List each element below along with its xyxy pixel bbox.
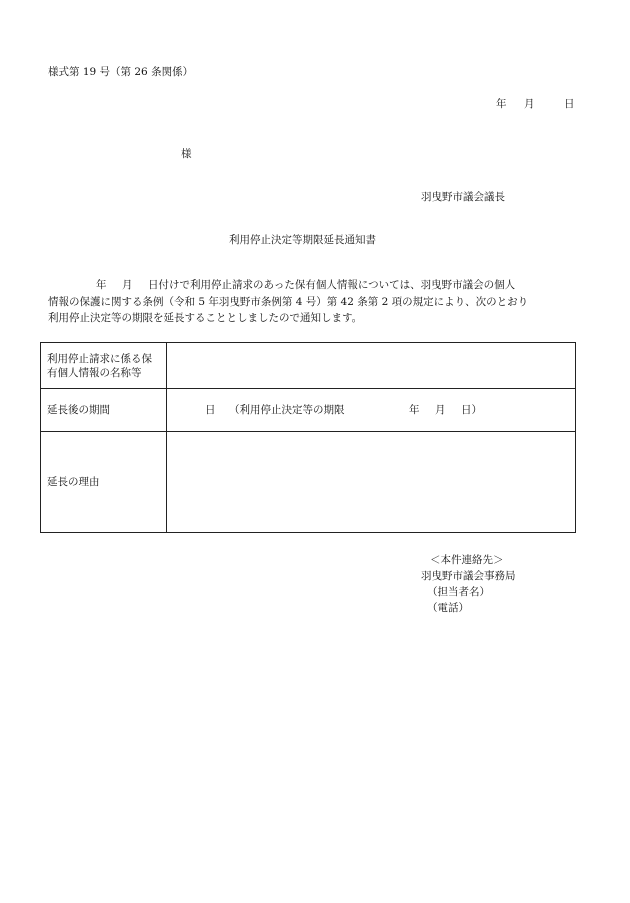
date-month: 月 [524,98,535,110]
contact-person: （担当者名） [427,586,490,598]
body-line-2: 情報の保護に関する条例（令和 5 年羽曳野市条例第 4 号）第 42 条第 2 項の規定により、次のとおり [48,295,529,308]
period-day-close: 日） [461,404,482,416]
body-line-1-text: 日付けで利用停止請求のあった保有個人情報については、羽曳野市議会の個人 [148,279,516,291]
date-line [496,96,575,111]
contact-heading: ＜本件連絡先＞ [430,554,504,566]
info-name-label: 利用停止請求に係る保有個人情報の名称等 [41,343,167,389]
table-row-reason [41,432,576,533]
form-number: 様式第 19 号（第 26 条関係） [48,66,194,78]
addressee-suffix: 様 [181,148,192,160]
extension-period-label: 延長後の期間 [41,389,167,432]
document-title: 利用停止決定等期限延長通知書 [229,234,376,246]
extension-period-value [167,389,576,432]
date-day: 日 [564,98,575,110]
table-row-extension-period [41,389,576,432]
period-deadline-label: （利用停止決定等の期限 [229,404,345,416]
date-year: 年 [496,98,507,110]
period-month: 月 [435,404,446,416]
body-text [48,277,578,327]
sender-name: 羽曳野市議会議長 [421,191,505,203]
info-table [40,342,576,533]
reason-value [167,432,576,533]
body-year: 年 [96,279,107,291]
period-day: 日 [205,404,216,416]
body-month: 月 [122,279,133,291]
body-line-3: 利用停止決定等の期限を延長することとしましたので通知します。 [48,312,363,324]
period-year: 年 [409,404,420,416]
reason-label: 延長の理由 [41,432,167,533]
info-name-value [167,343,576,389]
table-row-info-name [41,343,576,389]
contact-phone: （電話） [427,602,469,614]
body-line-1 [48,277,578,294]
contact-office: 羽曳野市議会事務局 [421,570,516,582]
contact-block [421,552,516,616]
